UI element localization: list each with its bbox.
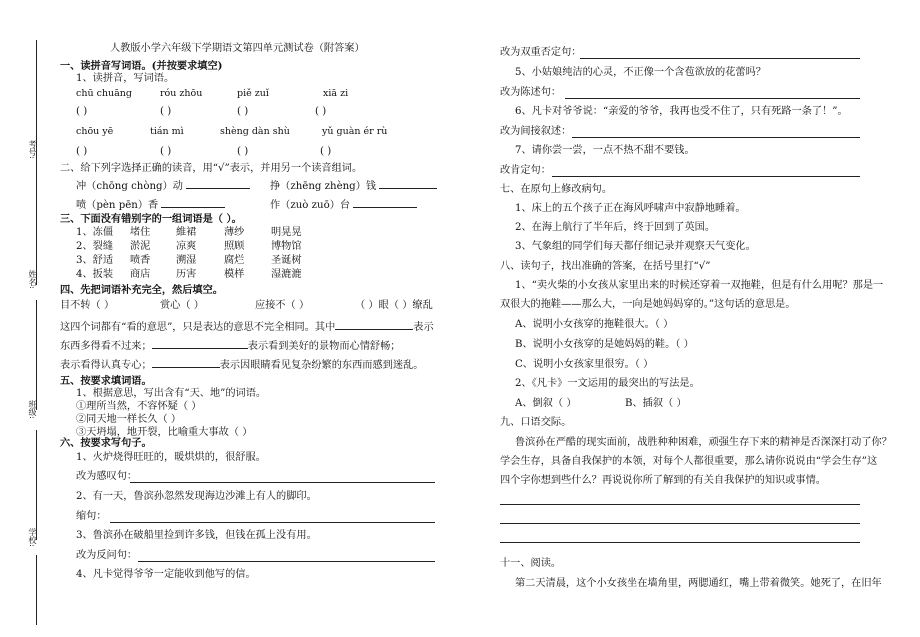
passage-line: 鲁滨孙在严酷的现实面前，战胜种种困难，顽强生存下来的精神是否深深打动了你？ — [515, 437, 892, 448]
sentence-item[interactable]: 1、床上的五个孩子正在海风呼啸声中寂静地睡着。 — [515, 203, 746, 214]
choice-option[interactable]: A、说明小女孩穿的拖鞋很大。（ ） — [515, 319, 674, 330]
section-5-heading: 五、按要求填词语。 — [60, 375, 152, 387]
answer-paren[interactable]: ( ) — [160, 106, 172, 117]
idiom-sentence — [60, 356, 423, 373]
choice-option[interactable]: B、插叙（ ） — [625, 398, 687, 409]
pronunciation-item — [270, 177, 437, 194]
answer-blank[interactable] — [186, 177, 250, 189]
rewrite-label: 改为感叹句： — [76, 471, 138, 482]
word: 溯湿 — [176, 255, 197, 266]
answer-line[interactable] — [572, 137, 860, 138]
question-text: 7、请你尝一尝，一点不热不甜不要钱。 — [515, 145, 695, 156]
sentence-text: 表示因眼睛看见复杂纷繁的东西而感到迷乱。 — [219, 360, 424, 371]
answer-paren[interactable]: ( ) — [160, 146, 172, 157]
sentence-item[interactable]: 3、气象组的同学们每天都仔细记录并观察天气变化。 — [515, 241, 756, 252]
idiom-fill[interactable]: 应接不（ ） — [255, 300, 310, 311]
sentence-text: 表示看到美好的景物而心情舒畅； — [247, 341, 401, 352]
rewrite-label: 缩句： — [76, 511, 107, 522]
word-fill-item[interactable]: ③天坍塌，地开裂，比喻重大事故（ ） — [76, 427, 253, 438]
question-text: 4、凡卡觉得爷爷一定能收到他写的信。 — [76, 569, 256, 580]
answer-paren[interactable]: ( ) — [320, 146, 332, 157]
section-4-heading: 四、先把词语补充完全，然后填空。 — [60, 284, 223, 296]
idiom-fill[interactable]: （ ）眼（ ）缭乱 — [355, 300, 433, 311]
margin-line — [36, 40, 37, 180]
word: 照顾 — [224, 241, 245, 252]
answer-blank[interactable] — [379, 177, 437, 189]
pinyin-item: róu zhōu — [160, 88, 203, 99]
margin-line — [36, 555, 37, 625]
passage-line: 1、“卖火柴的小女孩从家里出来的时候还穿着一双拖鞋，但是有什么用呢？那是一 — [515, 280, 884, 291]
sentence-text: 这四个词都有“看的意思”，只是表达的意思不完全相同。其中 — [60, 322, 336, 333]
sentence-item[interactable]: 2、在海上航行了半年后，终于回到了英国。 — [515, 222, 716, 233]
idiom-fill[interactable]: 目不转（ ） — [60, 300, 115, 311]
answer-blank[interactable] — [152, 337, 248, 349]
question-text: 1、火炉烧得旺旺的，暖烘烘的，很舒服。 — [76, 452, 266, 463]
word: 圣诞树 — [271, 255, 302, 266]
word: 淤泥 — [130, 241, 151, 252]
sentence-text: 表示 — [413, 322, 434, 333]
word: 2、裂缝 — [76, 241, 114, 252]
passage-line: 第二天清晨，这个小女孩坐在墙角里，两腮通红，嘴上带着微笑。她死了，在旧年 — [515, 578, 882, 589]
pinyin-item: chū chuāng — [76, 88, 132, 99]
answer-line[interactable] — [580, 58, 860, 59]
word-fill-item[interactable]: ②同天地一样长久（ ） — [76, 414, 182, 425]
passage-line: 双很大的拖鞋——那么大，一向是她妈妈穿的。”这句话的意思是。 — [500, 299, 796, 310]
answer-blank[interactable] — [353, 196, 417, 208]
margin-line — [36, 300, 37, 410]
xingming-label: 姓名: — [28, 270, 37, 289]
kaohao-label: 考号: — [28, 140, 37, 159]
word: 1、冻僵 — [76, 227, 114, 238]
word: 薄纱 — [224, 227, 245, 238]
pinyin-item: chōu yē — [76, 126, 114, 137]
answer-line[interactable] — [500, 504, 860, 505]
section-1-heading: 一、读拼音写词语。(并按要求填空) — [60, 60, 223, 72]
pinyin-item: yǔ guàn ér rù — [322, 126, 388, 137]
pronunciation-item — [76, 177, 250, 194]
answer-line[interactable] — [552, 176, 860, 177]
answer-line[interactable] — [130, 482, 435, 483]
idiom-fill[interactable]: 赏心（ ） — [160, 300, 204, 311]
choice-option[interactable]: B、说明小女孩穿的是她妈妈的鞋。（ ） — [515, 339, 694, 350]
choice-option[interactable]: A、倒叙（ ） — [515, 398, 577, 409]
word-fill-item[interactable]: ①理所当然，不容怀疑（ ） — [76, 401, 202, 412]
word: 腐烂 — [224, 255, 245, 266]
section-11-heading: 十一、阅读。 — [500, 558, 562, 569]
word: 堵住 — [130, 227, 151, 238]
question-text: 6、凡卡对爷爷说：“亲爱的爷爷，我再也受不住了，只有死路一条了！”。 — [515, 106, 848, 117]
answer-blank[interactable] — [161, 196, 225, 208]
item-text: 作（zuò zuō）台 — [270, 200, 351, 211]
section-1-sub: 1、读拼音，写词语。 — [76, 73, 175, 84]
pinyin-item: piě zuǐ — [237, 88, 269, 99]
pinyin-item: xiā zi — [323, 88, 349, 99]
word: 喷香 — [130, 255, 151, 266]
word: 历害 — [176, 269, 197, 280]
answer-paren[interactable]: ( ) — [76, 146, 88, 157]
word: 維裙 — [176, 227, 197, 238]
section-9-heading: 九、口语交际。 — [500, 417, 572, 428]
rewrite-label: 改为双重否定句： — [500, 47, 582, 58]
choice-option[interactable]: C、说明小女孩家里很穷。（ ） — [515, 359, 654, 370]
word: 4、扳装 — [76, 269, 114, 280]
pinyin-item: tián mì — [150, 126, 184, 137]
rewrite-label: 改肯定句： — [500, 165, 551, 176]
sentence-text: 东西多得看不过来； — [60, 341, 152, 352]
xuexiao-label: 学校: — [28, 528, 37, 547]
answer-paren[interactable]: ( ) — [237, 146, 249, 157]
word: 明晃晃 — [271, 227, 302, 238]
banji-label: 班级: — [28, 400, 37, 419]
item-text: 喷（pèn pēn）香 — [76, 200, 159, 211]
binding-margin — [0, 0, 50, 637]
item-text: 冲（chōng chòng）动 — [76, 181, 183, 192]
page-title: 人教版小学六年级下学期语文第四单元测试卷（附答案） — [110, 43, 365, 54]
section-7-heading: 七、在原句上修改病句。 — [500, 184, 613, 195]
rewrite-label: 改为间接叙述： — [500, 126, 572, 137]
answer-blank[interactable] — [152, 356, 220, 368]
question-text: 2、《凡卡》一文运用的最突出的写法是。 — [515, 378, 700, 389]
pronunciation-item — [270, 196, 417, 213]
word: 模样 — [224, 269, 245, 280]
section-6-heading: 六、按要求写句子。 — [60, 437, 152, 449]
section-3-heading: 三、下面没有错别字的一组词语是（ ）。 — [60, 213, 242, 225]
question-text: 3、鲁滨孙在破船里捡到许多钱，但钱在孤上没有用。 — [76, 530, 317, 541]
margin-line — [36, 175, 37, 285]
answer-blank[interactable] — [335, 318, 413, 330]
margin-line — [36, 430, 37, 540]
item-text: 挣（zhēng zhèng）钱 — [270, 181, 377, 192]
answer-paren[interactable]: ( ) — [315, 106, 327, 117]
answer-line[interactable] — [110, 522, 435, 523]
question-text: 5、小姑娘纯洁的心灵，不正像一个含苞欲放的花蕾吗？ — [515, 67, 766, 78]
rewrite-label: 改为反问句： — [76, 550, 138, 561]
sentence-text: 表示看得认真专心； — [60, 360, 152, 371]
question-text: 2、有一天，鲁滨孙忽然发现海边沙滩上有人的脚印。 — [76, 491, 317, 502]
word: 商店 — [130, 269, 151, 280]
answer-line[interactable] — [138, 561, 435, 562]
answer-line[interactable] — [500, 542, 860, 543]
pinyin-item: shèng dàn shù — [220, 126, 290, 137]
section-5-sub: 1、根据意思，写出含有“天、地”的词语。 — [76, 388, 267, 399]
answer-line[interactable] — [500, 523, 860, 524]
word: 博物馆 — [271, 241, 302, 252]
word: 3、舒适 — [76, 255, 114, 266]
rewrite-label: 改为陈述句： — [500, 87, 562, 98]
idiom-sentence — [60, 318, 434, 335]
section-2-heading: 二、给下列字选择正确的读音，用“√”表示，并用另一个读音组词。 — [60, 163, 363, 174]
answer-line[interactable] — [565, 98, 860, 99]
section-8-heading: 八、读句子，找出准确的答案，在括号里打“√” — [500, 261, 711, 272]
answer-paren[interactable]: ( ) — [237, 106, 249, 117]
pronunciation-item — [76, 196, 225, 213]
word: 湿漉漉 — [271, 269, 302, 280]
passage-line: 学会生存，具备自我保护的本领，对每个人都很重要，那么请你说说由“学会生存”这 — [500, 456, 878, 467]
answer-paren[interactable]: ( ) — [76, 106, 88, 117]
idiom-sentence — [60, 337, 401, 354]
word: 凉爽 — [176, 241, 197, 252]
passage-line: 四个字你想到些什么？再说说你所了解到的有关自我保护的知识或事情。 — [500, 475, 826, 486]
